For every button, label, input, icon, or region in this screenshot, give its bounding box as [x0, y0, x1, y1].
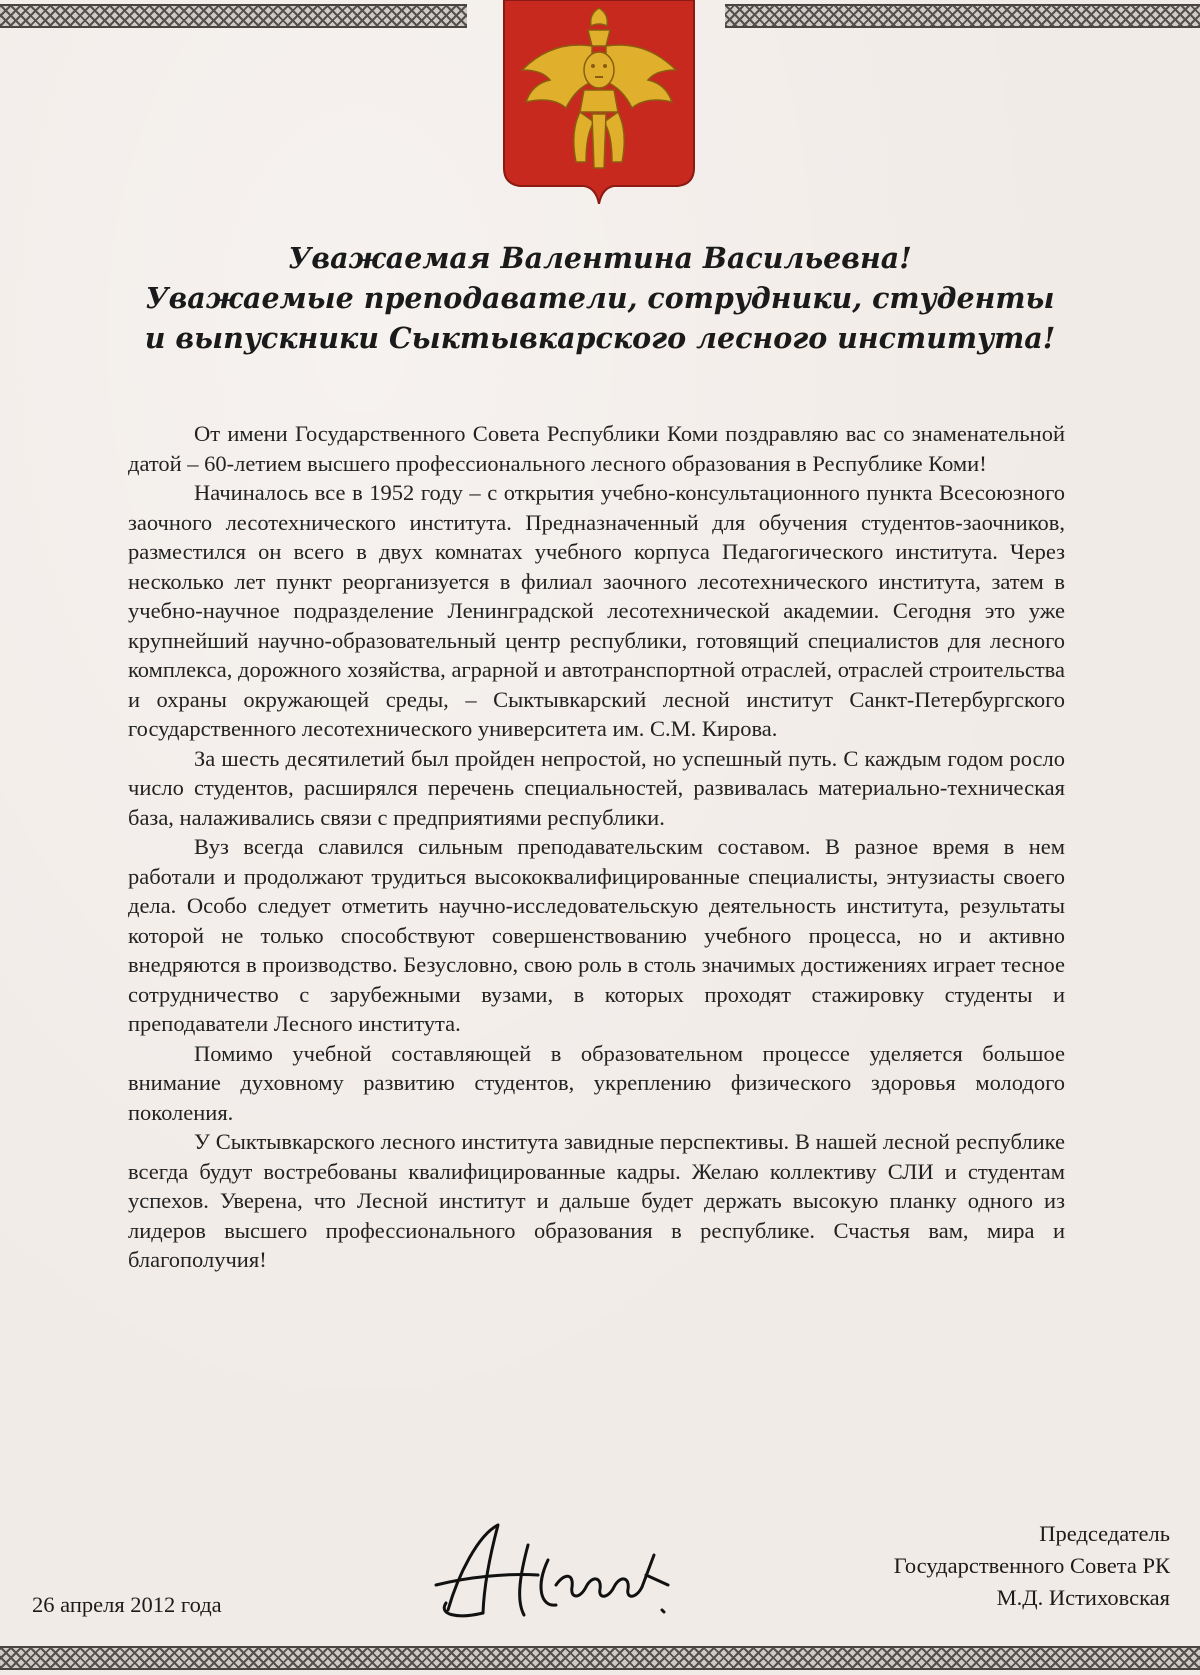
- body-paragraph: Начиналось все в 1952 году – с открытия учебно-консультационного пункта Всесоюзного заочного лесотехнического института. Предназначенный для обучения студентов-заочников, разместился он всего в двух комнатах учебного корпуса Педагогического института. Через несколько лет пункт реорганизуется в филиал заочного лесотехнического института, затем в учебно-научное подразделение Ленинградской лесотехнической академии. Сегодня это уже крупнейший научно-образовательный центр республики, готовящий специалистов для лесного комплекса, дорожного хозяйства, аграрной и автотранспортной отраслей, отраслей строительства и охраны окружающей среды, – Сыктывкарский лесной институт Санкт-Петербургского государственного лесотехнического университета им. С.М. Кирова.: [128, 480, 1065, 741]
- greeting-line: и выпускники Сыктывкарского лесного института!: [144, 321, 1056, 355]
- greeting-title: [60, 238, 1140, 358]
- ornament-border-top-right: [725, 4, 1200, 28]
- greeting-line: Уважаемая Валентина Васильевна!: [288, 241, 912, 275]
- coat-of-arms-emblem: [502, 0, 696, 204]
- letter-body: [128, 419, 1065, 1275]
- ornament-border-top-left: [0, 4, 467, 28]
- handwritten-signature: [428, 1515, 698, 1635]
- signatory-block: [894, 1518, 1170, 1614]
- sign-date: 26 апреля 2012 года: [32, 1592, 222, 1617]
- body-paragraph: Помимо учебной составляющей в образовательном процессе уделяется большое внимание духовному развитию студентов, укреплению физического здоровья молодого поколения.: [128, 1040, 1065, 1125]
- signatory-organization: Государственного Совета РК: [893, 1553, 1170, 1578]
- signatory-name: М.Д. Истиховская: [996, 1585, 1170, 1610]
- body-paragraph: Вуз всегда славился сильным преподавательским составом. В разное время в нем работали и продолжают трудиться высококвалифицированные специалисты, энтузиасты своего дела. Особо следует отметить научно-исследовательскую деятельность института, результаты которой не только способствуют совершенствованию учебного процесса, но и активно внедряются в производство. Безусловно, свою роль в столь значимых достижениях играет тесное сотрудничество с зарубежными вузами, в которых проходят стажировку студенты и преподаватели Лесного института.: [128, 834, 1065, 1036]
- body-paragraph: За шесть десятилетий был пройден непростой, но успешный путь. С каждым годом росло число студентов, расширялся перечень специальностей, развивалась материально-техническая база, налаживались связи с предприятиями республики.: [128, 745, 1065, 830]
- body-paragraph: У Сыктывкарского лесного института завидные перспективы. В нашей лесной республике всегда будут востребованы квалифицированные кадры. Желаю коллективу СЛИ и студентам успехов. Уверена, что Лесной институт и дальше будет держать высокую планку одного из лидеров высшего профессионального образования в республике. Счастья вам, мира и благополучия!: [128, 1129, 1065, 1272]
- body-paragraph: От имени Государственного Совета Республики Коми поздравляю вас со знаменательной датой – 60-летием высшего профессионального лесного образования в Республике Коми!: [128, 421, 1065, 476]
- greeting-line: Уважаемые преподаватели, сотрудники, студенты: [145, 281, 1055, 315]
- signatory-position: Председатель: [1039, 1521, 1170, 1546]
- ornament-border-bottom: [0, 1646, 1200, 1670]
